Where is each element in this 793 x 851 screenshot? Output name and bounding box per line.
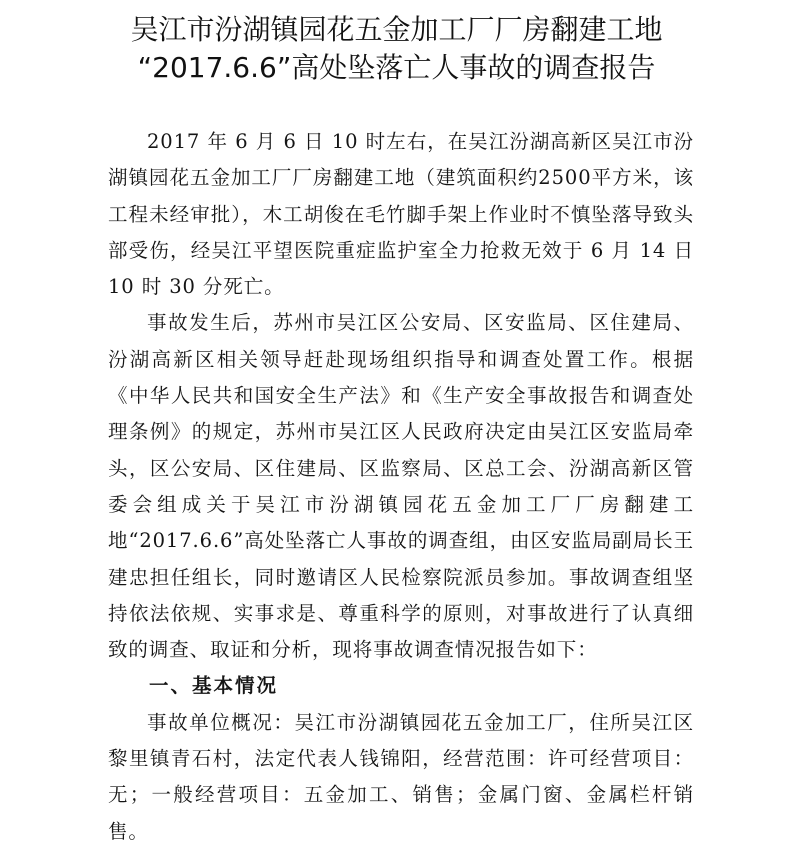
- document-title-line1: 吴江市汾湖镇园花五金加工厂厂房翻建工地: [130, 13, 663, 46]
- document-title-line2: “2017.6.6”高处坠落亡人事故的调查报告: [137, 51, 656, 84]
- section-heading-basic-info: 一、基本情况: [149, 674, 279, 698]
- paragraph-investigation-setup: 事故发生后，苏州市吴江区公安局、区安监局、区住建局、汾湖高新区相关领导赶赴现场组织指导和调查处置工作。根据《中华人民共和国安全生产法》和《生产安全事故报告和调查处理条例》的规定，苏州市吴江区人民政府决定由吴江区安监局牵头，区公安局、区住建局、区监察局、区总工会、汾湖高新区管委会组成关于吴江市汾湖镇园花五金加工厂厂房翻建工地“2017.6.6”高处坠落亡人事故的调查组，由区安监局副局长王建忠担任组长，同时邀请区人民检察院派员参加。事故调查组坚持依法依规、实事求是、尊重科学的原则，对事故进行了认真细致的调查、取证和分析，现将事故调查情况报告如下：: [108, 311, 694, 662]
- paragraph-company-overview: 事故单位概况：吴江市汾湖镇园花五金加工厂，住所吴江区黎里镇青石村，法定代表人钱锦阳，经营范围：许可经营项目：无；一般经营项目：五金加工、销售；金属门窗、金属栏杆销售。: [108, 710, 694, 843]
- paragraph-incident-summary: 2017 年 6 月 6 日 10 时左右，在吴江汾湖高新区吴江市汾湖镇园花五金加工厂厂房翻建工地（建筑面积约2500平方米，该工程未经审批），木工胡俊在毛竹脚手架上作业时不慎坠落导致头部受伤，经吴江平望医院重症监护室全力抢救无效于 6 月 14 日 10 时 30 分死亡。: [108, 130, 694, 299]
- document-body: [108, 124, 694, 850]
